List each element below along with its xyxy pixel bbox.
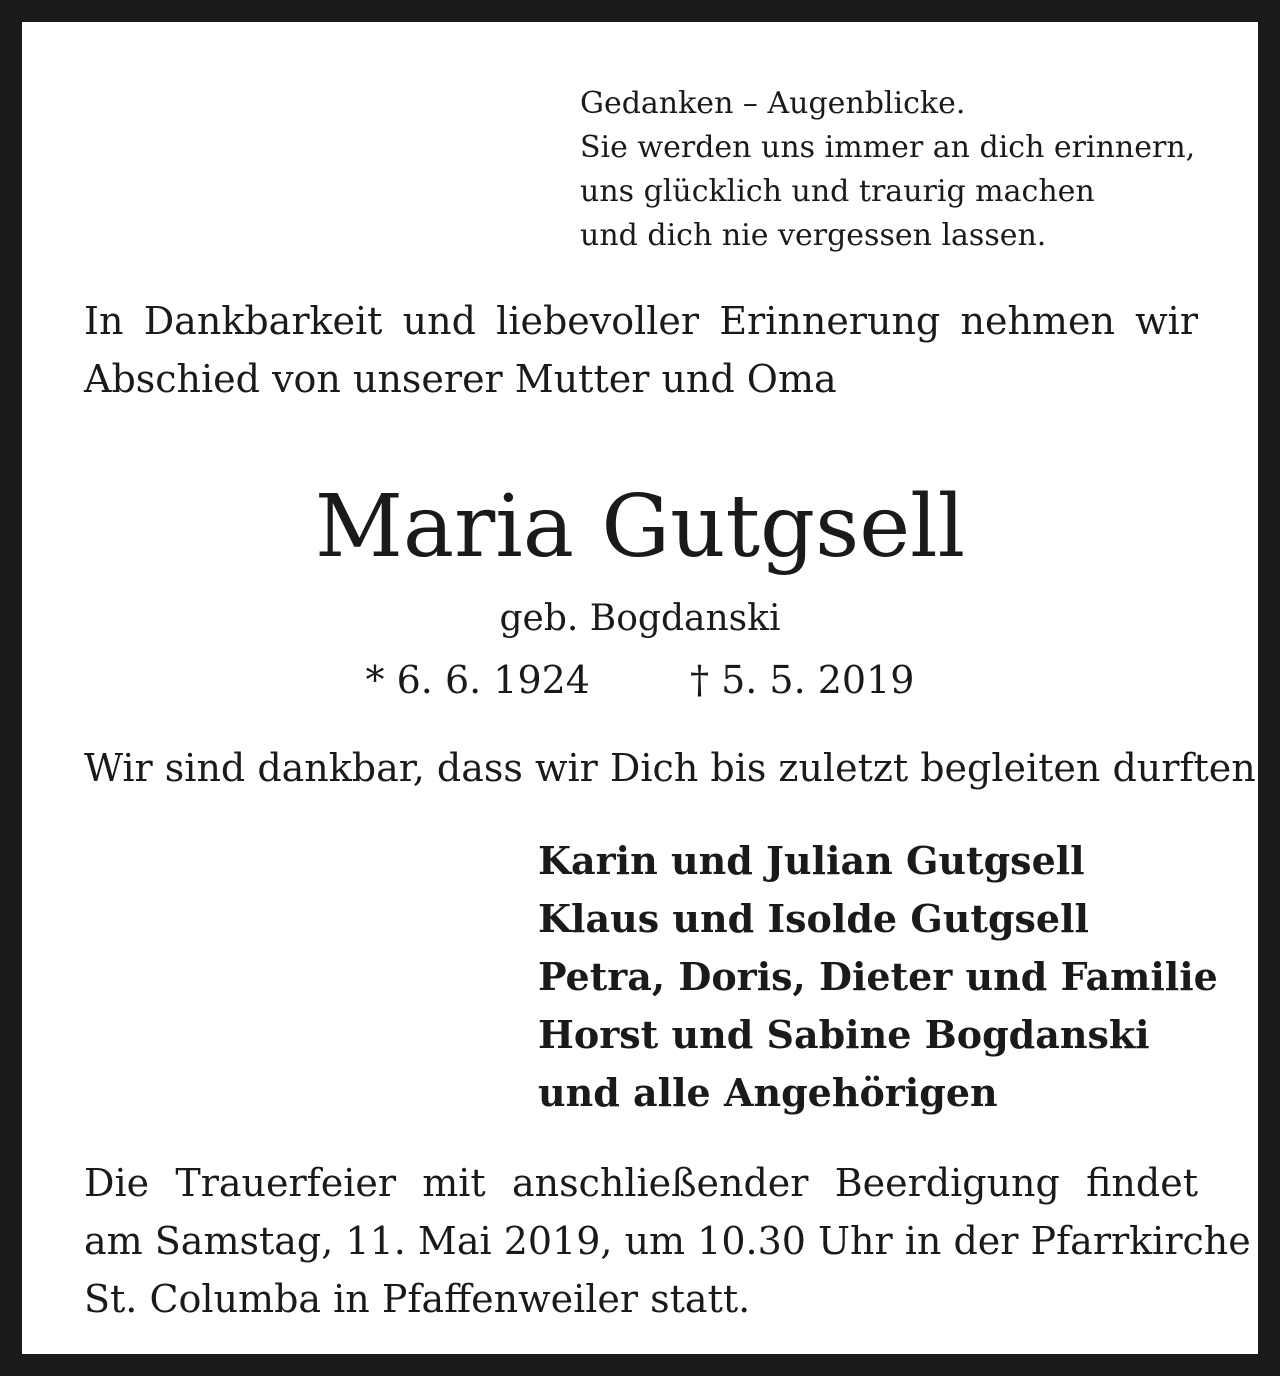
service-line: am Samstag, 11. Mai 2019, um 10.30 Uhr in der Pfarrkirche — [84, 1219, 1251, 1263]
death-date: † 5. 5. 2019 — [690, 658, 915, 702]
intro-text — [84, 292, 1198, 408]
poem-line: uns glücklich und traurig machen — [580, 174, 1095, 209]
birth-name: geb. Bogdanski — [499, 598, 781, 639]
mourner-line: Klaus und Isolde Gutgsell — [538, 896, 1089, 941]
intro-line: In Dankbarkeit und liebevoller Erinnerung nehmen wir — [84, 299, 1198, 343]
funeral-service-text — [84, 1154, 1251, 1328]
service-line: Die Trauerfeier mit anschließender Beerdigung findet — [84, 1161, 1198, 1205]
intro-line: Abschied von unserer Mutter und Oma — [84, 357, 837, 401]
thanks-text: Wir sind dankbar, dass wir Dich bis zuletzt begleiten durften. — [84, 746, 1268, 790]
mourners-list — [538, 832, 1238, 1122]
poem-line: Gedanken – Augenblicke. — [580, 86, 966, 121]
poem-line: und dich nie vergessen lassen. — [580, 218, 1047, 253]
poem-line: Sie werden uns immer an dich erinnern, — [580, 130, 1196, 165]
life-dates — [22, 652, 1258, 708]
deceased-name: Maria Gutgsell — [314, 477, 966, 577]
service-line: St. Columba in Pfaffenweiler statt. — [84, 1277, 751, 1321]
mourner-line: Karin und Julian Gutgsell — [538, 838, 1085, 883]
mourner-line: Horst und Sabine Bogdanski — [538, 1012, 1150, 1057]
birth-date: * 6. 6. 1924 — [365, 658, 590, 702]
mourner-line: und alle Angehörigen — [538, 1070, 998, 1115]
poem — [580, 82, 1220, 258]
mourner-line: Petra, Doris, Dieter und Familie — [538, 954, 1218, 999]
